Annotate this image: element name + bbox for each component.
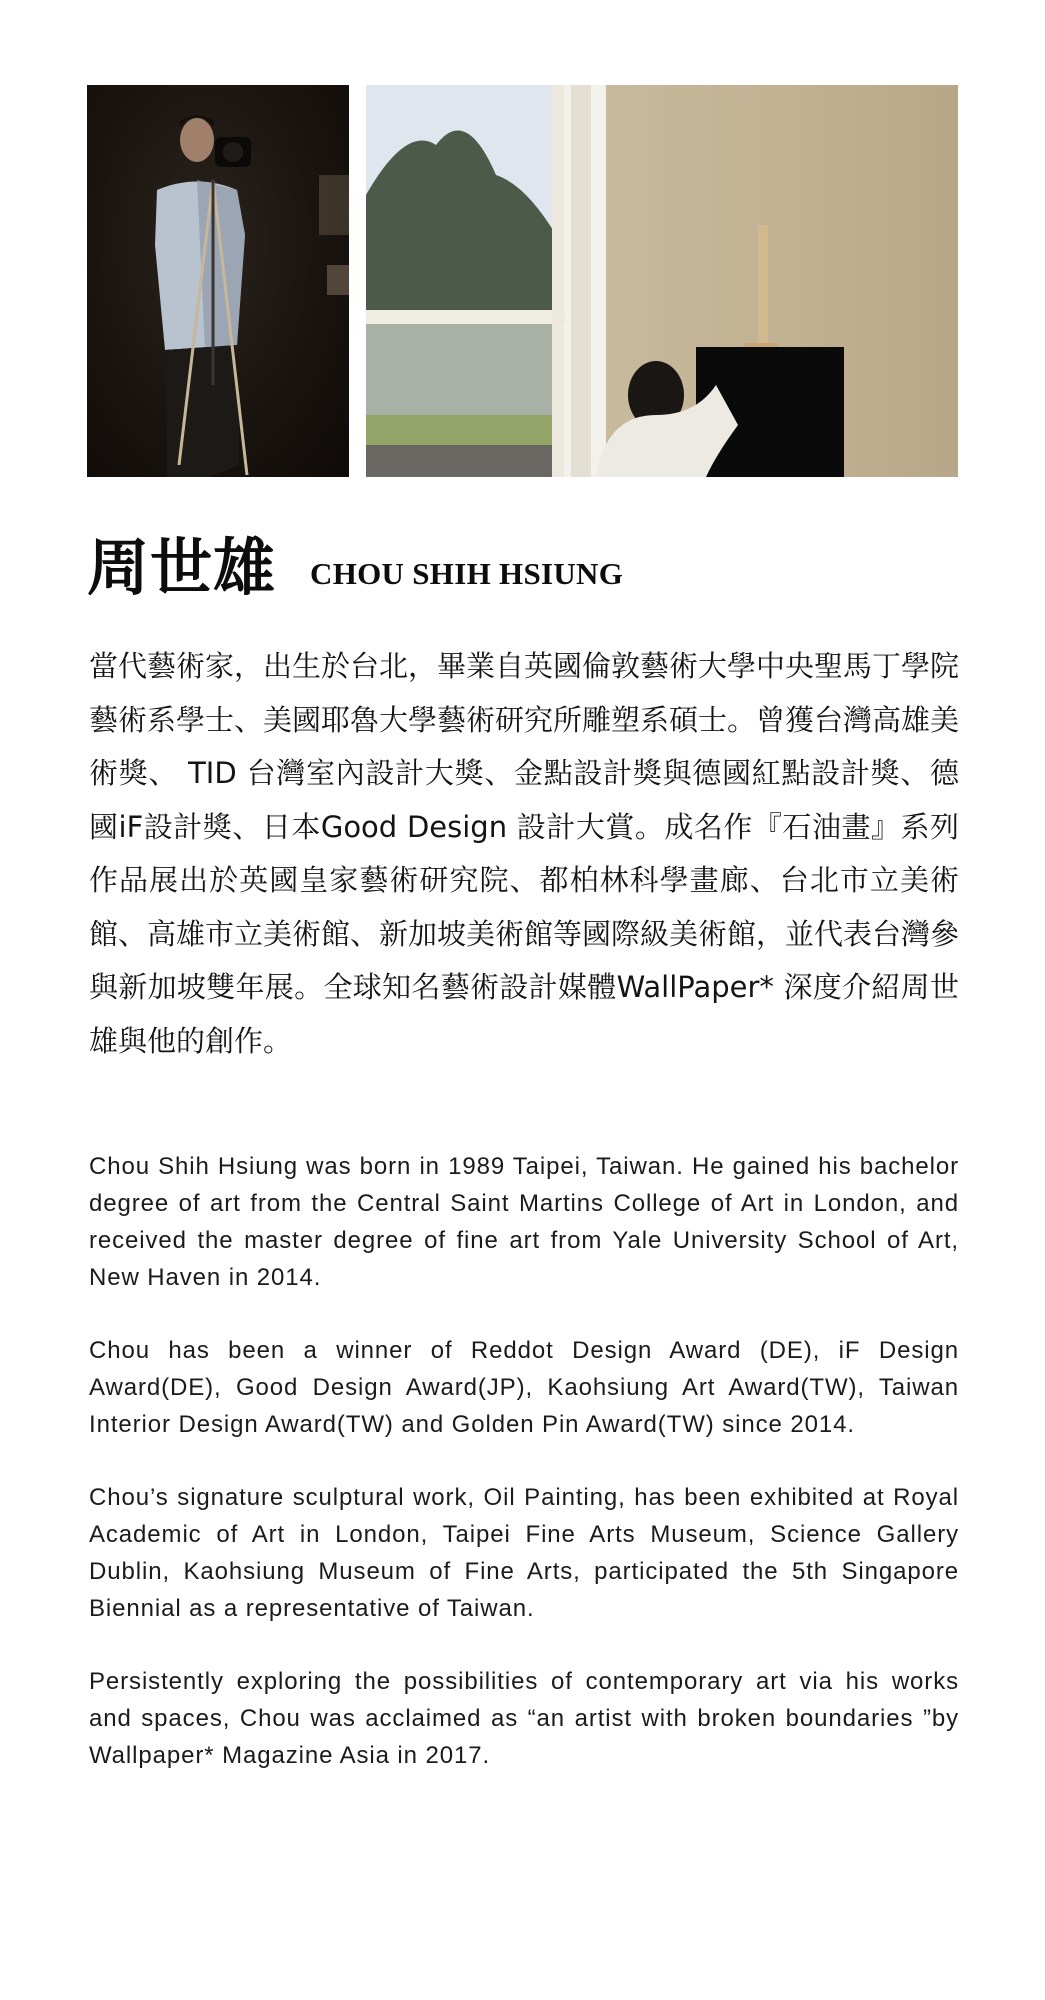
biography-chinese: 當代藝術家，出生於台北，畢業自英國倫敦藝術大學中央聖馬丁學院藝術系學士、美國耶魯大學藝術研究所雕塑系碩士。曾獲台灣高雄美術獎、 TID 台灣室內設計大獎、金點設計獎與德國紅點設計獎、德國iF設計獎、日本Good Design 設計大賞。成名作『石油畫』系列作品展出於英國皇家藝術研究院、都柏林科學畫廊、台北市立美術館、高雄市立美術館、新加坡美術館等國際級美術館，並代表台灣參與新加坡雙年展。全球知名藝術設計媒體WallPaper* 深度介紹周世雄與他的創作。 (89, 649, 960, 1058)
photo-strip (87, 85, 958, 477)
artist-name-english: CHOU SHIH HSIUNG (310, 556, 624, 591)
artist-at-easel-photo (366, 85, 958, 477)
biography-english (89, 1148, 959, 1810)
bio-paragraph-exhibitions: Chou’s signature sculptural work, Oil Painting, has been exhibited at Royal Academic of Art in London, Taipei Fine Arts Museum, Science Gallery Dublin, Kaohsiung Museum of Fine Arts, participated the 5th Singapore Biennial as a representative of Taiwan. (89, 1484, 959, 1622)
artist-name-heading (87, 530, 958, 606)
portrait-with-camera-photo (87, 85, 349, 477)
bio-paragraph-education: Chou Shih Hsiung was born in 1989 Taipei, Taiwan. He gained his bachelor degree of art from the Central Saint Martins College of Art in London, and received the master degree of fine art from Yale University School of Art, New Haven in 2014. (89, 1153, 959, 1291)
bio-paragraph-acclaim: Persistently exploring the possibilities of contemporary art via his works and spaces, Chou was acclaimed as “an artist with broken boundaries ”by Wallpaper* Magazine Asia in 2017. (89, 1668, 959, 1769)
bio-paragraph-awards: Chou has been a winner of Reddot Design Award (DE), iF Design Award(DE), Good Design Award(JP), Kaohsiung Art Award(TW), Taiwan Interior Design Award(TW) and Golden Pin Award(TW) since 2014. (89, 1337, 959, 1438)
studio-illustration (366, 85, 958, 477)
artist-name-chinese: 周世雄 (87, 531, 277, 604)
portrait-illustration (87, 85, 349, 477)
